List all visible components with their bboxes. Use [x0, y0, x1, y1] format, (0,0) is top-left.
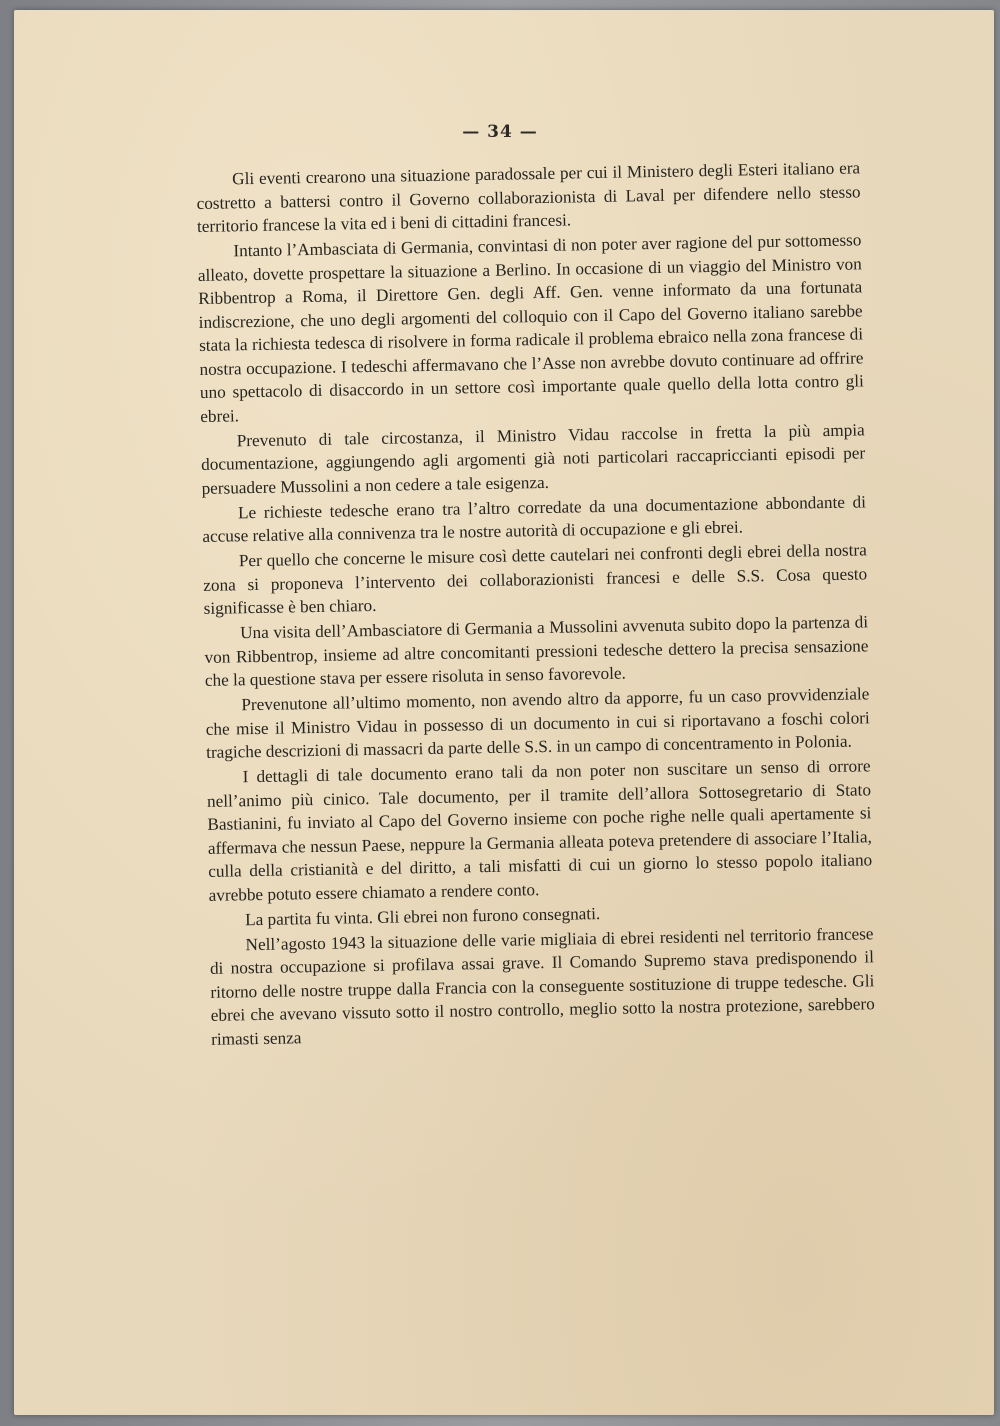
paragraph: Le richieste tedesche erano tra l’altro corredate da una documentazione abbondante di accuse relative alla connivenza tra le nostre autorità di occupazione e gli ebrei.	[202, 491, 867, 546]
paragraph: Per quello che concerne le misure così dette cautelari nei confronti degli ebrei della nostra zona si proponeva l’intervento dei collaborazionisti francesi e delle S.S. Cosa questo significasse è ben chiaro.	[203, 540, 868, 618]
paragraph: Una visita dell’Ambasciatore di Germania a Mussolini avvenuta subito dopo la partenza di von Ribbentrop, insieme ad altre concomitanti pressioni tedesche dettero la precisa sensazione che la questione stava per essere risoluta in senso favorevole.	[204, 612, 869, 690]
paragraph: Gli eventi crearono una situazione paradossale per cui il Ministero degli Esteri italiano era costretto a battersi contro il Governo collaborazionista di Laval per difendere nello stesso territorio francese la vita ed i beni di cittadini francesi.	[196, 158, 861, 236]
paragraph: Prevenuto di tale circostanza, il Ministro Vidau raccolse in fretta la più ampia documentazione, aggiungendo agli argomenti già noti particolari raccapriccianti episodi per persuadere Mussolini a non cedere a tale esigenza.	[201, 419, 866, 498]
paragraph: I dettagli di tale documento erano tali da non poter non suscitare un senso di orrore nell’animo più cinico. Tale documento, per il tramite dell’allora Sottosegretario di Stato Bastianini, fu inviato al Capo del Governo insieme con poche righe nelle quali apertamente si affermava che nessun Paese, neppure la Germania alleata poteva pretendere di associare l’Italia, culla della cristianità e del diritto, a tali misfatti di cui un giorno lo stesso popolo italiano avrebbe potuto essere chiamato a rendere conto.	[206, 756, 873, 905]
paragraph: La partita fu vinta. Gli ebrei non furono consegnati.	[244, 903, 601, 929]
paragraph: Nell’agosto 1943 la situazione delle varie migliaia di ebrei residenti nel territorio francese di nostra occupazione si profilava assai grave. Il Comando Supremo stava predisponendo il ritorno delle nostre truppe dalla Francia con la conseguente sostituzione di truppe tedesche. Gli ebrei che avevano vissuto sotto il nostro controllo, meglio sotto la nostra protezione, sarebbero rimasti senza	[209, 923, 875, 1049]
paragraph: Intanto l’Ambasciata di Germania, convintasi di non poter aver ragione del pur sottomesso alleato, dovette prospettare la situazione a Berlino. In occasione di un viaggio del Ministro von Ribbentrop a Roma, il Direttore Gen. degli Aff. Gen. venne informato da una fortunata indiscrezione, che uno degli argomenti del colloquio con il Capo del Governo italiano sarebbe stata la richiesta tedesca di risolvere in forma radicale il problema ebraico nella zona francese di nostra occupazione. I tedeschi affermavano che l’Asse non avrebbe dovuto continuare ad offrire uno spettacolo di disaccordo in un settore così importante quale quello della lotta contro gli ebrei.	[197, 230, 864, 426]
paragraph: Prevenutone all’ultimo momento, non avendo altro da apporre, fu un caso provvidenziale che mise il Ministro Vidau in possesso di un documento in cui si riportavano a foschi colori tragiche descrizioni di massacri da parte delle S.S. in un campo di concentramento in Polonia.	[205, 684, 870, 762]
page-number: — 34 —	[462, 122, 538, 142]
body-text	[196, 156, 875, 1052]
